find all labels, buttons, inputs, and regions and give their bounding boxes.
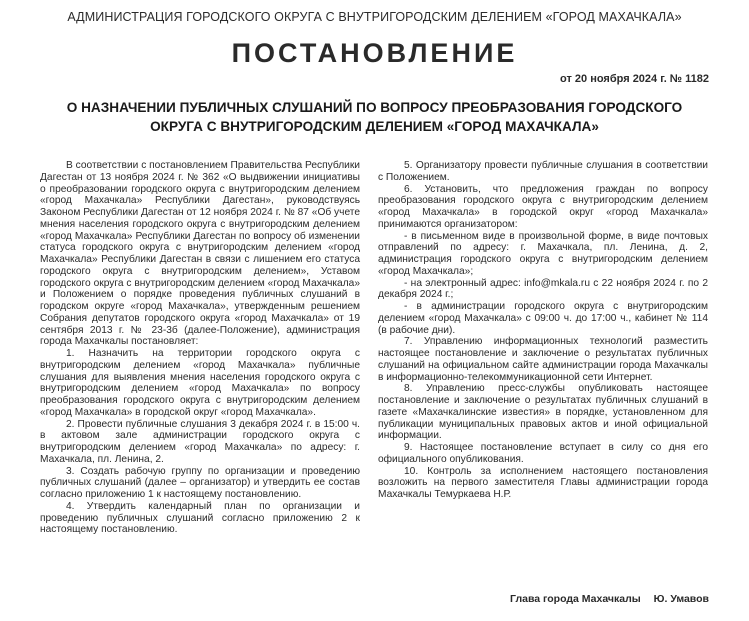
paragraph: 9. Настоящее постановление вступает в силу со дня его официального опубликования.	[378, 442, 708, 465]
paragraph: 8. Управлению пресс-службы опубликовать настоящее постановление и заключение о результатах публичных слушаний в газете «Махачкалинские известия» в порядке, установленном для публикации муниципальных правовых актов и иной официальной информации.	[378, 383, 708, 442]
document-number: от 20 ноября 2024 г. № 1182	[560, 73, 709, 85]
right-column	[378, 160, 708, 501]
signature-position: Глава города Махачкалы	[510, 593, 641, 605]
paragraph: 3. Создать рабочую группу по организации и проведению публичных слушаний (далее – организатор) и утвердить ее состав согласно приложению 1 к настоящему постановлению.	[40, 465, 360, 500]
paragraph: 7. Управлению информационных технологий разместить настоящее постановление и заключение о результатах публичных слушаний на официальном сайте администрации города Махачкалы в информационно-телекоммуникационной сети Интернет.	[378, 336, 708, 383]
paragraph: - в письменном виде в произвольной форме, в виде почтовых отправлений по адресу: г. Махачкала, пл. Ленина, д. 2, администрация городского округа с внутригородским делением «город Махачкала»;	[378, 230, 708, 277]
paragraph: 4. Утвердить календарный план по организации и проведению публичных слушаний согласно приложению 2 к настоящему постановлению.	[40, 500, 360, 536]
left-column	[40, 160, 360, 536]
paragraph: - на электронный адрес: info@mkala.ru с 22 ноября 2024 г. по 2 декабря 2024 г.;	[378, 277, 708, 301]
paragraph: 1. Назначить на территории городского округа с внутригородским делением «город Махачкала» публичные слушания для выявления мнения населения городского округа с внутригородским делением «город Махачкала» по вопросу преобразования городского округа с внутригородским делением «город Махачкала» в городской округ «город Махачкала».	[40, 348, 360, 418]
document-type: ПОСТАНОВЛЕНИЕ	[231, 38, 518, 68]
signature-name: Ю. Умавов	[653, 593, 709, 605]
paragraph: В соответствии с постановлением Правительства Республики Дагестан от 13 ноября 2024 г. № 362 «О выдвижении инициативы о преобразовании городского округа с внутригородским делением «город Махачкала» Республики Дагестан», руководствуясь Законом Республики Дагестан от 12 ноября 2024 г. № 87 «Об учете мнения населения городского округа с внутригородским делением «город Махачкала» Республики Дагестан по вопросу об изменении статуса городского округа с внутригородским делением «город Махачкала» Республики Дагестан в связи с лишением его статуса городского округа с внутригородским делением», Уставом городского округа с внутригородским делением «город Махачкала» и Положением о порядке проведения публичных слушаний в городском округе «город Махачкала», утвержденным решением Собрания депутатов городского округа «город Махачкала» от 19 сентября 2013 г. № 23-3б (далее-Положение), администрация города Махачкалы постановляет:	[40, 160, 360, 348]
paragraph: 2. Провести публичные слушания 3 декабря 2024 г. в 15:00 ч. в актовом зале администрации городского округа с внутригородским делением «город Махачкала» по адресу: г. Махачкала, пл. Ленина, 2.	[40, 418, 360, 465]
paragraph: 10. Контроль за исполнением настоящего постановления возложить на первого заместителя Главы администрации города Махачкалы Темуркаева Н.Р.	[378, 465, 708, 500]
organization-name: АДМИНИСТРАЦИЯ ГОРОДСКОГО ОКРУГА С ВНУТРИГОРОДСКИМ ДЕЛЕНИЕМ «ГОРОД МАХАЧКАЛА»	[67, 10, 682, 24]
paragraph: - в администрации городского округа с внутригородским делением «город Махачкала» с 09:00 ч. до 17:00 ч., кабинет № 114 (в рабочие дни).	[378, 301, 708, 336]
signature-block	[500, 593, 709, 605]
paragraph: 6. Установить, что предложения граждан по вопросу преобразования городского округа с внутригородским делением «город Махачкала» в городской округ «город Махачкала» принимаются организатором:	[378, 183, 708, 230]
paragraph: 5. Организатору провести публичные слушания в соответствии с Положением.	[378, 160, 708, 183]
document-title: О НАЗНАЧЕНИИ ПУБЛИЧНЫХ СЛУШАНИЙ ПО ВОПРОСУ ПРЕОБРАЗОВАНИЯ ГОРОДСКОГО ОКРУГА С ВНУТРИГОРОДСКИМ ДЕЛЕНИЕМ «ГОРОД МАХАЧКАЛА»	[66, 100, 683, 134]
